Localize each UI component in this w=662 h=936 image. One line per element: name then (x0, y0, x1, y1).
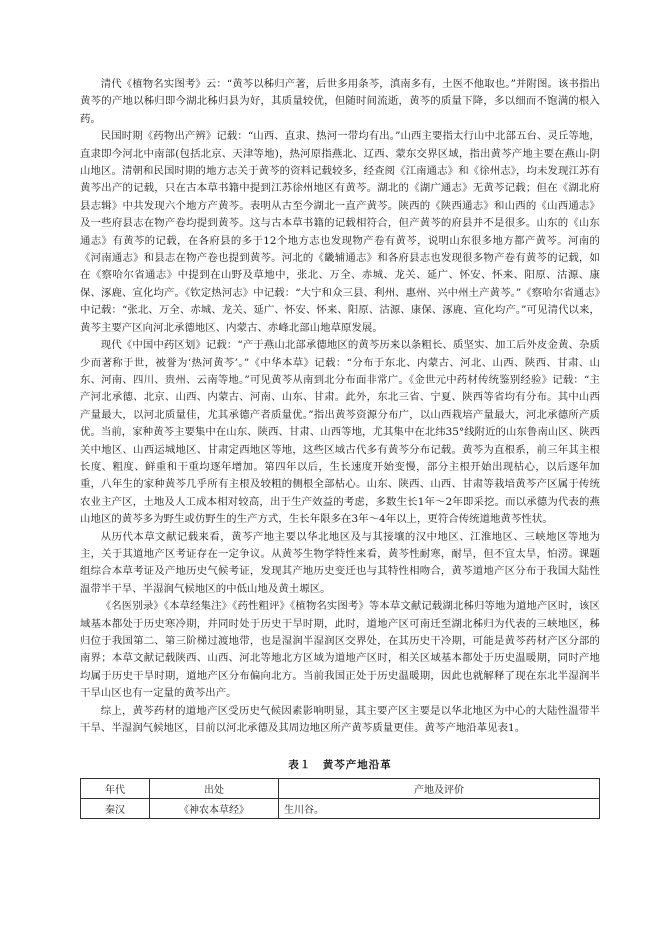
table-caption: 表１ 黄芩产地沿革 (288, 759, 392, 772)
document-page (80, 76, 600, 819)
paragraph-historical-analysis: 从历代本草文献记载来看，黄芩产地主要以华北地区及与其接壤的汉中地区、江淮地区、三峡地区等地为主，关于其道地产区考证存在一定争议。从黄芩生物学特性来看，黄芩性耐寒，耐旱，但不宜太旱，怕涝。课题组综合本草考证及产地历史气候考证，发现其产地历史变迁也与其特性相吻合，黄芩道地产区分布于我国大陆性温带半干旱、半湿润气候地区的中低山地及黄土塬区。 (80, 530, 600, 595)
paragraph-republic-era: 民国时期《药物出产辨》记载：“山西、直隶、热河一带均有出。”山西主要指太行山中北部五台、灵丘等地，直隶即今河北中南部(包括北京、天津等地)，热河原指燕北、辽西、蒙东交界区域，指出黄芩产地主要在燕山-阴山地区。清朝和民国时期的地方志关于黄芩的资料记载较多，经查阅《江南通志》和《徐州志》，均未发现江苏有黄芩出产的记载，只在古本草书籍中提到江苏徐州地区有黄芩。湖北的《湖广通志》无黄芩记载；但在《湖北府县志辑》中共发现六个地方产黄芩。表明从古至今湖北一直产黄芩。陕西的《陕西通志》和山西的《山西通志》及一些府县志在物产卷均提到黄芩。这与古本草书籍的记载相符合，但产黄芩的府县并不是很多。山东的《山东通志》有黄芩的记载，在各府县的多于12个地方志也发现物产卷有黄芩，说明山东很多地方都产黄芩。河南的《河南通志》和县志在物产卷也提到黄芩。河北的《畿辅通志》和各府县志也发现很多物产卷有黄芩的记载，如在《察哈尔省通志》中提到在山野及草地中，张北、万全、赤城、龙关、延广、怀安、怀来、阳原、沽源、康保、涿鹿、宣化均产。《钦定热河志》中记载：“大宁和众三县、利州、惠州、兴中州土产黄芩。”《察哈尔省通志》中记载：“张北、万全、赤城、龙关、延广、怀安、怀来、阳原、沽源、康保、涿鹿、宣化均产。”可见清代以来，黄芩主要产区向河北承德地区、内蒙古、赤峰北部山地草原发展。 (80, 130, 600, 334)
cell-era: 秦汉 (81, 799, 150, 819)
header-source: 出处 (150, 779, 279, 799)
paragraph-qing-dynasty: 清代《植物名实图考》云：“黄芩以秭归产著，后世多用条芩，滇南多有，土医不他取也。”并附图。该书指出黄芩的产地以秭归即今湖北秭归县为好，其质量较优，但随时间流逝，黄芩的质量下降，多以细而不饱满的根入药。 (80, 78, 600, 125)
table-row (81, 799, 600, 819)
cell-origin-evaluation: 生川谷。 (279, 799, 600, 819)
table-header-row (81, 779, 600, 799)
paragraph-conclusion: 综上，黄芩药材的道地产区受历史气候因素影响明显，其主要产区主要是以华北地区为中心的大陆性温带半干旱、半湿润气候地区，目前以河北承德及其周边地区所产黄芩质量更佳。黄芩产地沿革见表1。 (80, 704, 600, 735)
header-era: 年代 (81, 779, 150, 799)
cell-source: 《神农本草经》 (150, 799, 279, 819)
paragraph-modern-records: 现代《中国中药区划》记载：“产于燕山北部承德地区的黄芩历来以条粗长、质坚实、加工后外皮金黄、杂质少而著称于世，被誉为‘热河黄芩’。”《中华本草》记载：“分布于东北、内蒙古、河北、山西、陕西、甘肃、山东、河南、四川、贵州、云南等地。”可见黄芩从南到北分布面非常广。《金世元中药材传统鉴别经验》记载：“主产河北承德、北京、山西、内蒙古、河南、山东、甘肃。此外，东北三省、宁夏、陕西等省均有分布。其中山西产量最大，以河北质量佳，尤其承德产者质量优。”指出黄芩资源分布广，以山西栽培产量最大，河北承德所产质优。当前，家种黄芩主要集中在山东、陕西、甘肃、山西等地，尤其集中在北纬35°线附近的山东鲁南山区、陕西关中地区、山西运城地区、甘肃定西地区等地，这些区域古代多有黄芩分布记载。黄芩为直根系，前三年其主根长度、粗度、鲜重和干重均逐年增加。第四年以后，生长速度开始变慢，部分主根开始出现枯心，以后逐年加重，八年生的家种黄芩几乎所有主根及较粗的侧根全部枯心。山东、陕西、山西、甘肃等栽培黄芩产区属于传统农业主产区，土地及人工成本相对较高，出于生产效益的考虑，多数生长1年～2年即采挖。而以承德为代表的燕山地区的黄芩多为野生或仿野生的生产方式，生长年限多在3年～4年以上，更符合传统道地黄芩性状。 (80, 339, 600, 526)
paragraph-climate-analysis: 《名医别录》《本草经集注》《药性粗评》《植物名实图考》等本草文献记载湖北秭归等地为道地产区时，该区域基本都处于历史寒冷期，并同时处于历史干旱时期，此时，道地产区可南迁至湖北秭归为代表的三峡地区，秭归位于我国第二、第三阶梯过渡地带，也是湿润半湿润区交界处，在其历史干冷期，可能是黄芩药材产区分部的南界；本草文献记载陕西、山西、河北等地北方区域为道地产区时，相关区域基本都处于历史温暖期，同时产地均属于历史干旱时期，道地产区分布偏向北方。当前我国正处于历史温暖期，因此也就解释了现在东北半湿润半干旱山区也有一定量的黄芩出产。 (80, 600, 600, 700)
origin-history-table (80, 778, 600, 819)
header-origin-evaluation: 产地及评价 (279, 779, 600, 799)
